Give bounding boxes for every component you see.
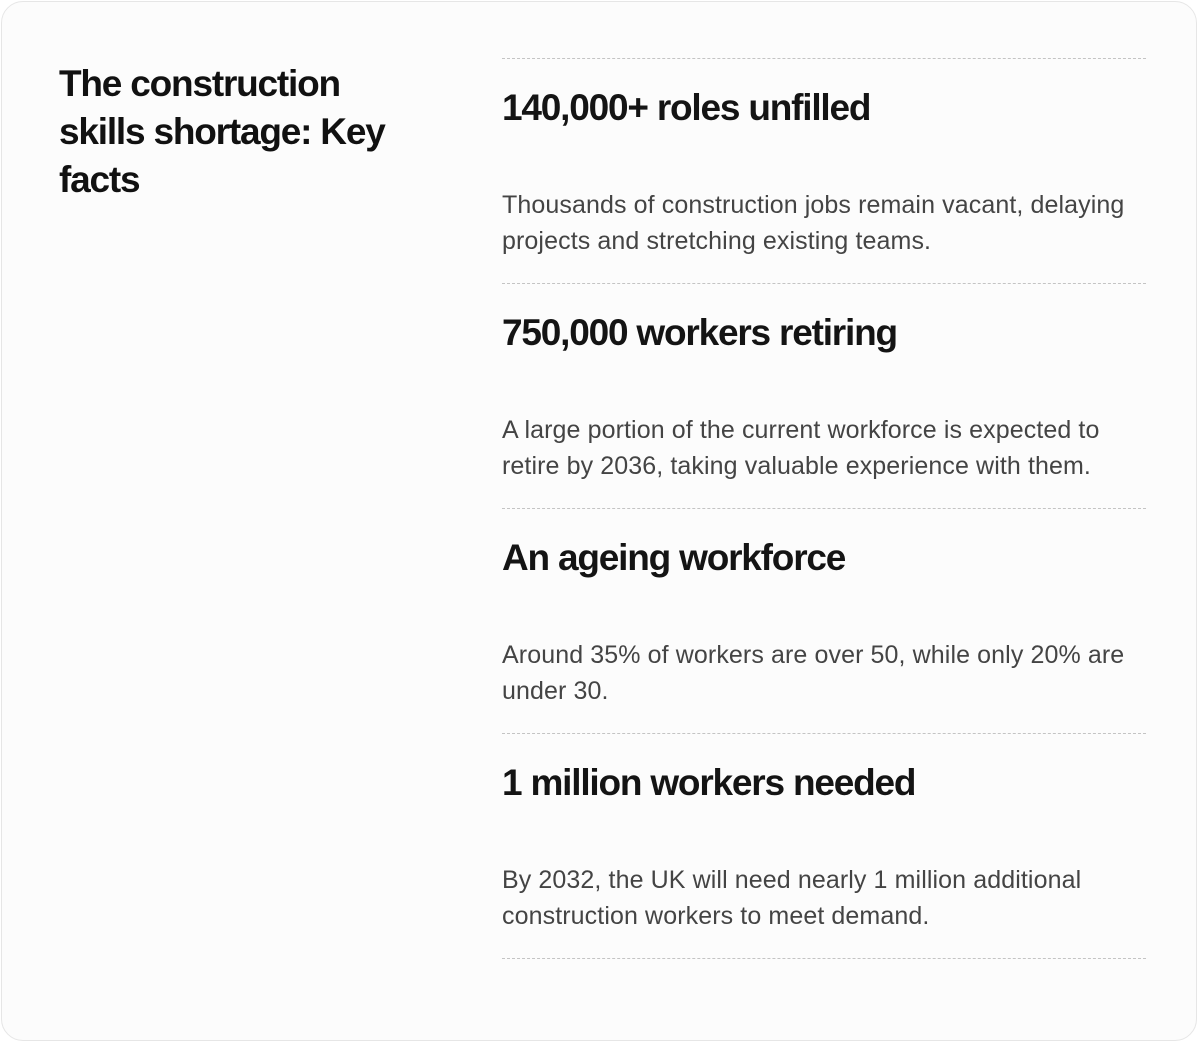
- fact-item: [502, 508, 1146, 733]
- fact-item: [502, 58, 1146, 283]
- fact-item: [502, 733, 1146, 958]
- fact-body: By 2032, the UK will need nearly 1 million additional construction workers to meet demand.: [502, 866, 1082, 930]
- fact-body: Around 35% of workers are over 50, while only 20% are under 30.: [502, 641, 1125, 705]
- fact-body: Thousands of construction jobs remain vacant, delaying projects and stretching existing teams.: [502, 191, 1125, 255]
- fact-heading: 140,000+ roles unfilled: [502, 87, 871, 128]
- fact-heading: An ageing workforce: [502, 537, 846, 578]
- divider: [502, 958, 1146, 959]
- fact-heading: 750,000 workers retiring: [502, 312, 897, 353]
- facts-list: [502, 58, 1146, 959]
- section-title: The construction skills shortage: Key facts: [59, 63, 385, 200]
- fact-item: [502, 283, 1146, 508]
- fact-body: A large portion of the current workforce is expected to retire by 2036, taking valuable experience with them.: [502, 416, 1100, 480]
- fact-heading: 1 million workers needed: [502, 762, 916, 803]
- key-facts-card: [1, 1, 1197, 1041]
